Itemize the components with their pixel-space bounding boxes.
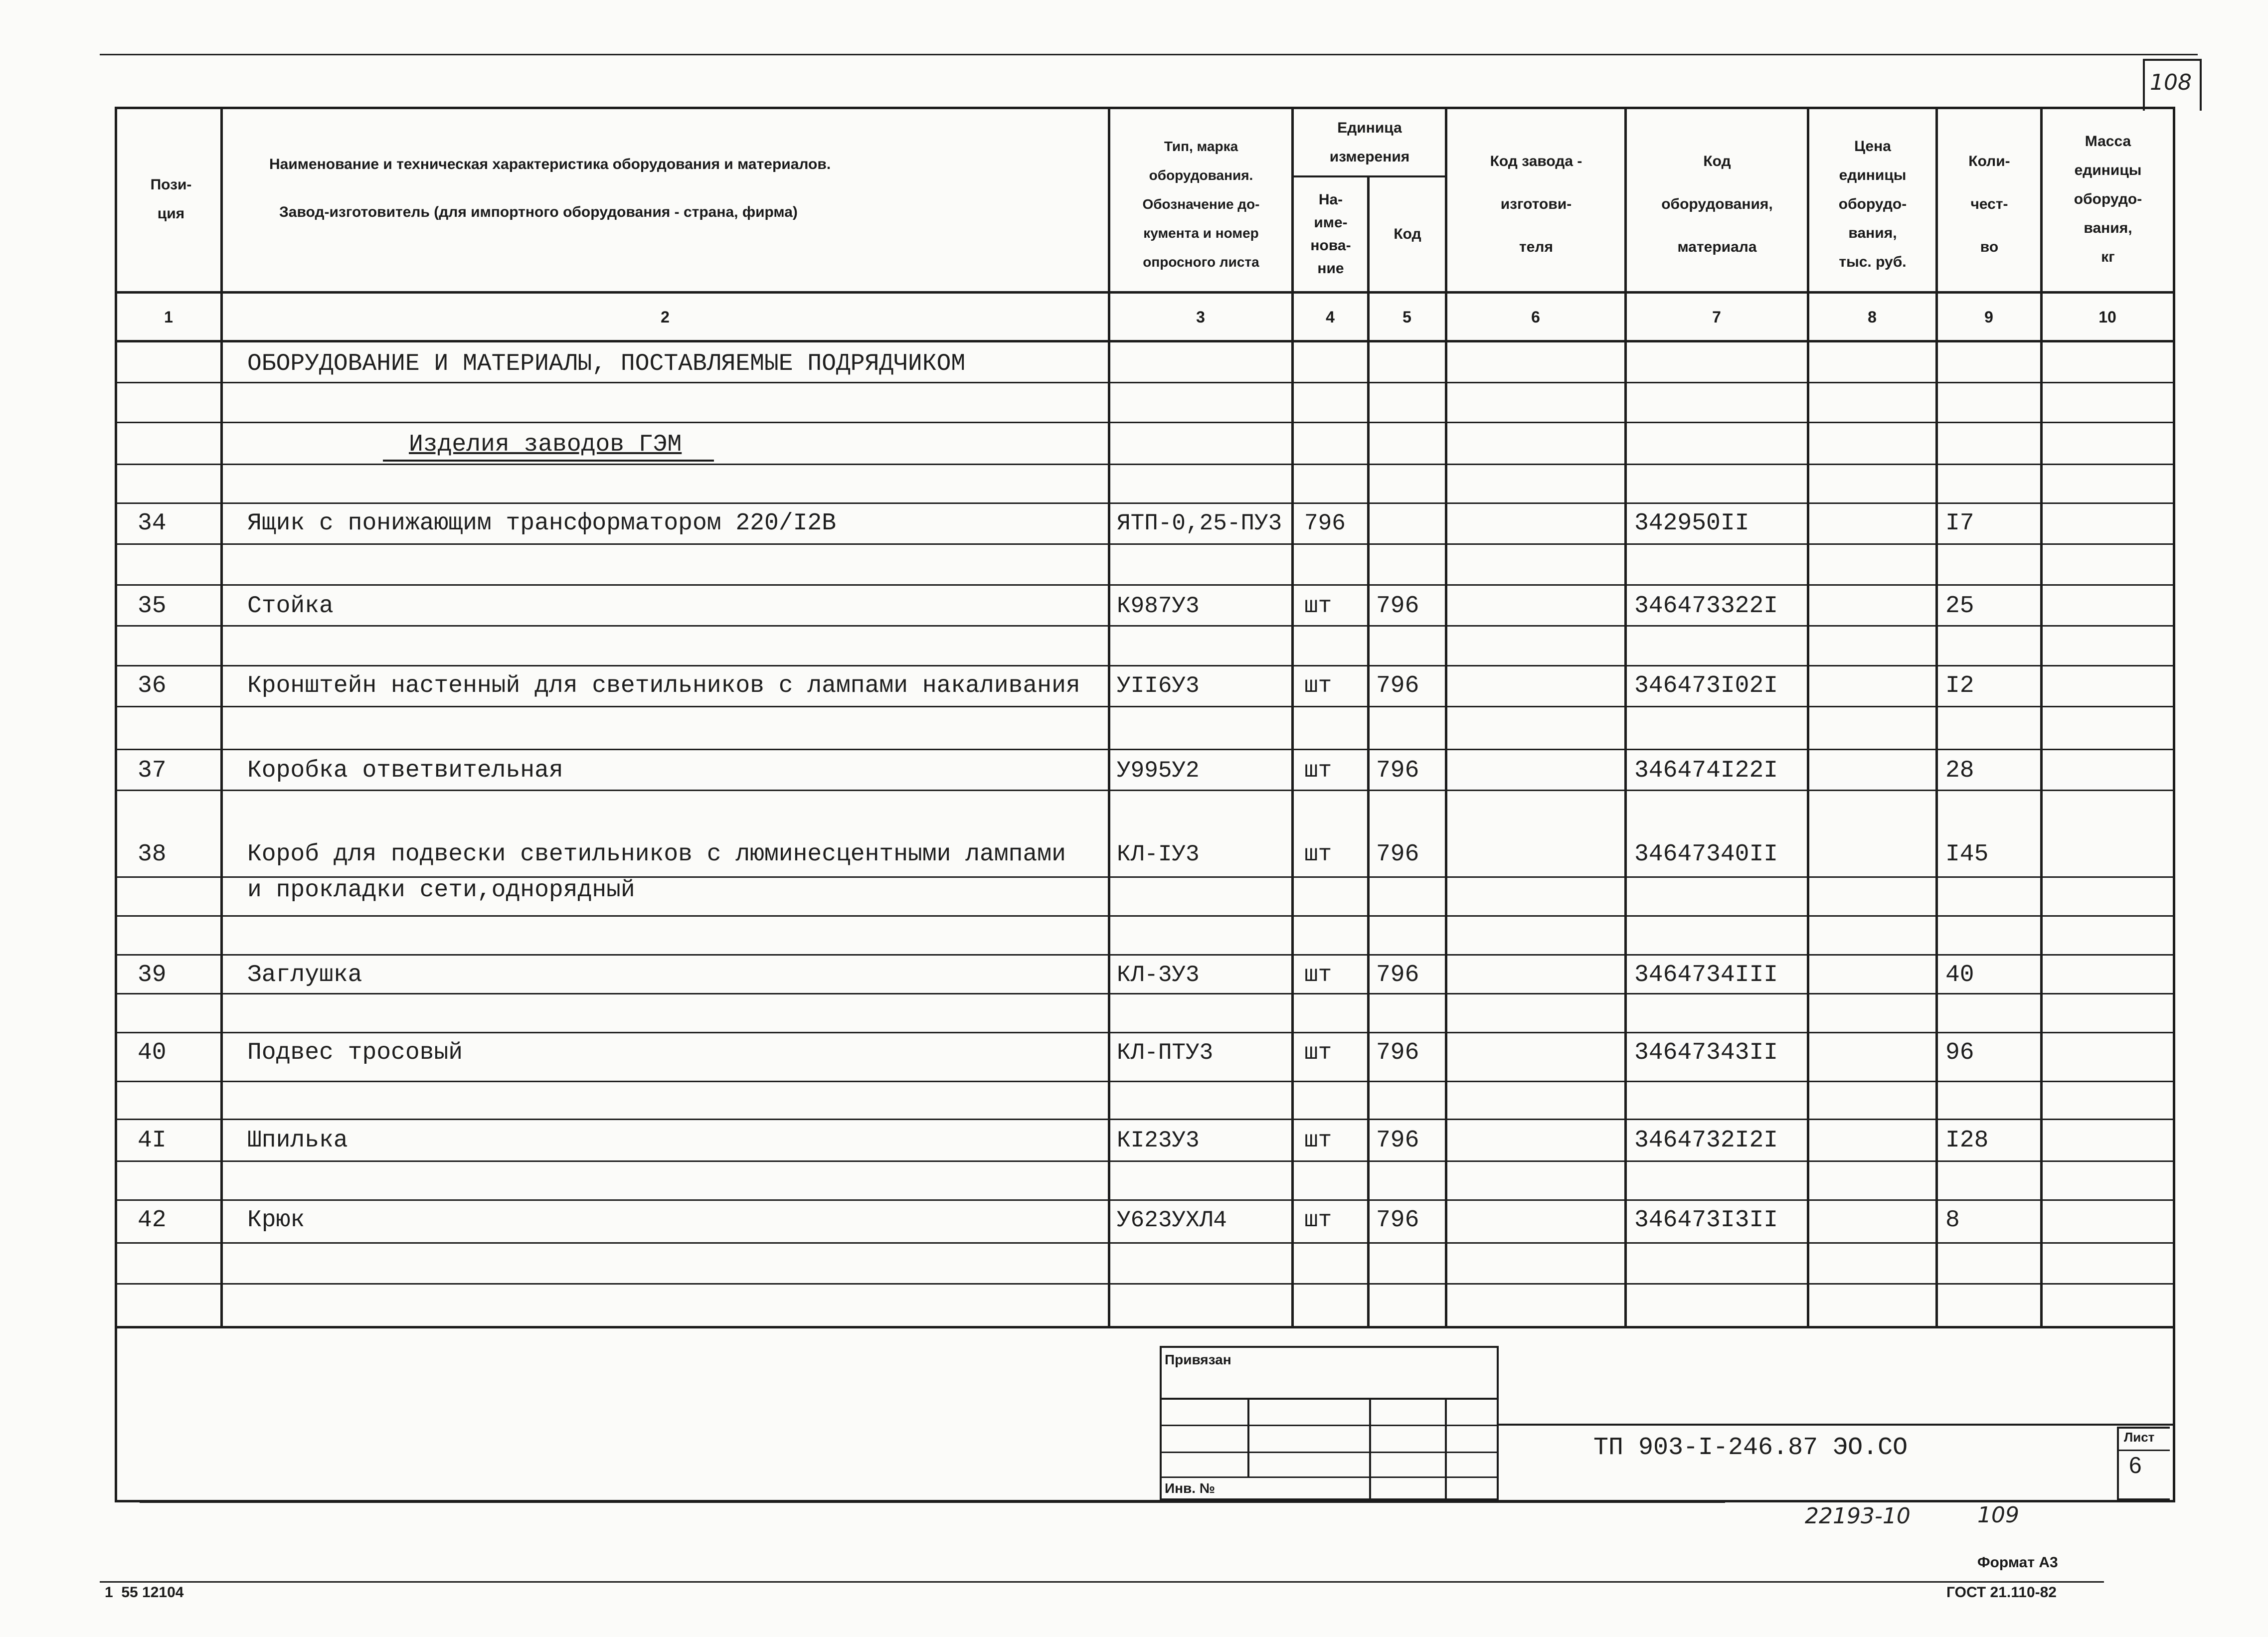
- header-position: Пози- ция: [150, 176, 192, 222]
- footer-format: Формат А3: [1977, 1554, 2058, 1571]
- frame-right: [2173, 107, 2175, 1502]
- row-position: 37: [138, 757, 167, 784]
- row-type: К987У3: [1117, 593, 1200, 619]
- row-unit-name: шт: [1304, 962, 1332, 988]
- header-quantity: Коли- чест- во: [1968, 153, 2010, 255]
- row-position: 40: [138, 1039, 167, 1066]
- colnum-8: 8: [1868, 308, 1877, 326]
- subsection-title: Изделия заводов ГЭМ: [409, 431, 682, 458]
- row-equipment-code: 346474I22I: [1634, 757, 1778, 784]
- bottom-rule: [140, 1501, 1725, 1503]
- stamp-line-4: [1160, 1476, 1499, 1478]
- header-equipment-code: Код оборудования, материала: [1661, 153, 1773, 255]
- col-line-1: [220, 107, 223, 1328]
- row-type: КI23У3: [1117, 1128, 1200, 1153]
- row-quantity: I45: [1945, 841, 1989, 868]
- header-unit: Единица измерения: [1329, 120, 1410, 165]
- row-type: ЯТП-0,25-ПУ3: [1117, 510, 1282, 536]
- row-equipment-code: 346473I3II: [1634, 1207, 1778, 1234]
- row-position: 38: [138, 841, 167, 868]
- row-equipment-code: 3464734III: [1634, 962, 1778, 988]
- row-unit-name: шт: [1304, 758, 1332, 784]
- row-name: Стойка: [247, 593, 334, 620]
- row-name: Кронштейн настенный для светильников с лампами накаливания: [247, 672, 1080, 699]
- row-name-continued: и прокладки сети,однорядный: [247, 877, 635, 904]
- col-line-6: [1624, 107, 1627, 1328]
- sheet-number: 6: [2129, 1452, 2142, 1478]
- row-name: Заглушка: [247, 962, 362, 988]
- row-name: Ящик с понижающим трансформатором 220/I2B: [247, 510, 836, 537]
- title-block-top: [1499, 1424, 2173, 1426]
- row-equipment-code: 346473322I: [1634, 593, 1778, 620]
- header-price: Цена единицы оборудо- вания, тыс. руб.: [1838, 138, 1907, 270]
- row-unit-code: 796: [1376, 962, 1419, 988]
- row-name: Коробка ответвительная: [247, 757, 563, 784]
- document-code: ТП 903-I-246.87 ЭО.СО: [1593, 1434, 1908, 1462]
- stamp-vline-2: [1369, 1398, 1371, 1500]
- row-quantity: 40: [1945, 962, 1974, 988]
- row-equipment-code: 3464732I2I: [1634, 1127, 1778, 1154]
- header-mass: Масса единицы оборудо- вания, кг: [2074, 133, 2142, 265]
- row-quantity: I28: [1945, 1127, 1989, 1154]
- header-name-line2: Завод-изготовитель (для импортного оборудования - страна, фирма): [279, 204, 798, 220]
- row-unit-code: 796: [1376, 672, 1419, 699]
- colnum-7: 7: [1712, 308, 1721, 326]
- row-unit-name: шт: [1304, 593, 1332, 619]
- row-name: Подвес тросовый: [247, 1039, 463, 1066]
- row-position: 39: [138, 962, 167, 988]
- sheet-box-line: [2117, 1450, 2170, 1451]
- row-unit-name: шт: [1304, 841, 1332, 867]
- row-quantity: 8: [1945, 1207, 1960, 1234]
- page-number: 108: [2150, 70, 2192, 95]
- row-quantity: I2: [1945, 672, 1974, 699]
- row-type: КЛ-IУ3: [1117, 841, 1200, 867]
- header-unit-name: На- име- нова- ние: [1310, 191, 1351, 277]
- colnum-5: 5: [1402, 308, 1411, 326]
- top-rule: [100, 54, 2198, 55]
- stamp-inv-label: Инв. №: [1165, 1480, 1216, 1496]
- colnum-1: 1: [164, 308, 173, 326]
- row-unit-name: шт: [1304, 673, 1332, 699]
- row-unit-name: шт: [1304, 1207, 1332, 1233]
- colnum-2: 2: [661, 308, 670, 326]
- row-name: Крюк: [247, 1207, 305, 1234]
- col-line-7: [1807, 107, 1809, 1328]
- footer-left-code: 1 55 12104: [105, 1584, 184, 1601]
- row-quantity: 96: [1945, 1039, 1974, 1066]
- row-position: 42: [138, 1207, 167, 1234]
- row-name: Короб для подвески светильников с люминесцентными лампами: [247, 841, 1066, 868]
- header-unit-code: Код: [1394, 226, 1421, 242]
- col-line-5: [1445, 107, 1447, 1328]
- handwritten-ref: 22193-10: [1805, 1503, 1911, 1529]
- colnum-3: 3: [1196, 308, 1205, 326]
- col-line-8: [1935, 107, 1938, 1328]
- row-equipment-code: 34647340II: [1634, 841, 1778, 868]
- stamp-vline-1: [1247, 1398, 1249, 1476]
- stamp-vline-3: [1445, 1398, 1447, 1500]
- row-equipment-code: 34647343II: [1634, 1039, 1778, 1066]
- row-position: 34: [138, 510, 167, 537]
- footer-rule: [100, 1581, 2104, 1583]
- row-type: У995У2: [1117, 758, 1200, 784]
- row-type: У623УХЛ4: [1117, 1207, 1227, 1233]
- colnum-6: 6: [1531, 308, 1540, 326]
- stamp-line-1: [1160, 1398, 1499, 1400]
- unit-split: [1293, 175, 1446, 177]
- stamp-line-3: [1160, 1452, 1499, 1453]
- row-type: УII6У3: [1117, 673, 1200, 699]
- col-line-3: [1291, 107, 1294, 1328]
- row-unit-code: 796: [1376, 757, 1419, 784]
- colnum-4: 4: [1326, 308, 1335, 326]
- header-factory-code: Код завода - изготови- теля: [1490, 153, 1582, 255]
- row-type: КЛ-3У3: [1117, 962, 1200, 988]
- header-type: Тип, марка оборудования. Обозначение до- кумента и номер опросного листа: [1142, 139, 1260, 270]
- row-unit-code: 796: [1376, 1207, 1419, 1234]
- section-title: ОБОРУДОВАНИЕ И МАТЕРИАЛЫ, ПОСТАВЛЯЕМЫЕ ПОДРЯДЧИКОМ: [247, 350, 966, 377]
- col-line-2: [1108, 107, 1110, 1328]
- sheet-label: Лист: [2124, 1430, 2155, 1445]
- stamp-linked-label: Привязан: [1165, 1352, 1231, 1367]
- row-quantity: 25: [1945, 593, 1974, 620]
- footer-gost: ГОСТ 21.110-82: [1946, 1584, 2057, 1601]
- row-type: КЛ-ПТУ3: [1117, 1040, 1214, 1066]
- handwritten-num: 109: [1977, 1502, 2019, 1528]
- row-quantity: 28: [1945, 757, 1974, 784]
- row-unit-code: 796: [1376, 593, 1419, 620]
- stamp-line-2: [1160, 1425, 1499, 1426]
- row-equipment-code: 342950II: [1634, 510, 1749, 537]
- row-unit-name: шт: [1304, 1128, 1332, 1153]
- row-unit-code: 796: [1376, 1127, 1419, 1154]
- row-position: 36: [138, 672, 167, 699]
- row-position: 35: [138, 593, 167, 620]
- table-body-bottom: [115, 1326, 2175, 1328]
- row-equipment-code: 346473I02I: [1634, 672, 1778, 699]
- row-unit-code: 796: [1376, 1039, 1419, 1066]
- subsection-underline: [383, 460, 714, 462]
- row-unit-name: 796: [1304, 510, 1346, 536]
- row-position: 4I: [138, 1127, 167, 1154]
- header-name-line1: Наименование и техническая характеристика оборудования и материалов.: [269, 156, 831, 172]
- col-line-4: [1367, 175, 1370, 1328]
- col-line-9: [2040, 107, 2043, 1328]
- row-unit-code: 796: [1376, 841, 1419, 868]
- row-name: Шпилька: [247, 1127, 348, 1154]
- row-unit-name: шт: [1304, 1040, 1332, 1066]
- colnum-10: 10: [2098, 308, 2116, 326]
- colnum-9: 9: [1984, 308, 1993, 326]
- row-quantity: I7: [1945, 510, 1974, 537]
